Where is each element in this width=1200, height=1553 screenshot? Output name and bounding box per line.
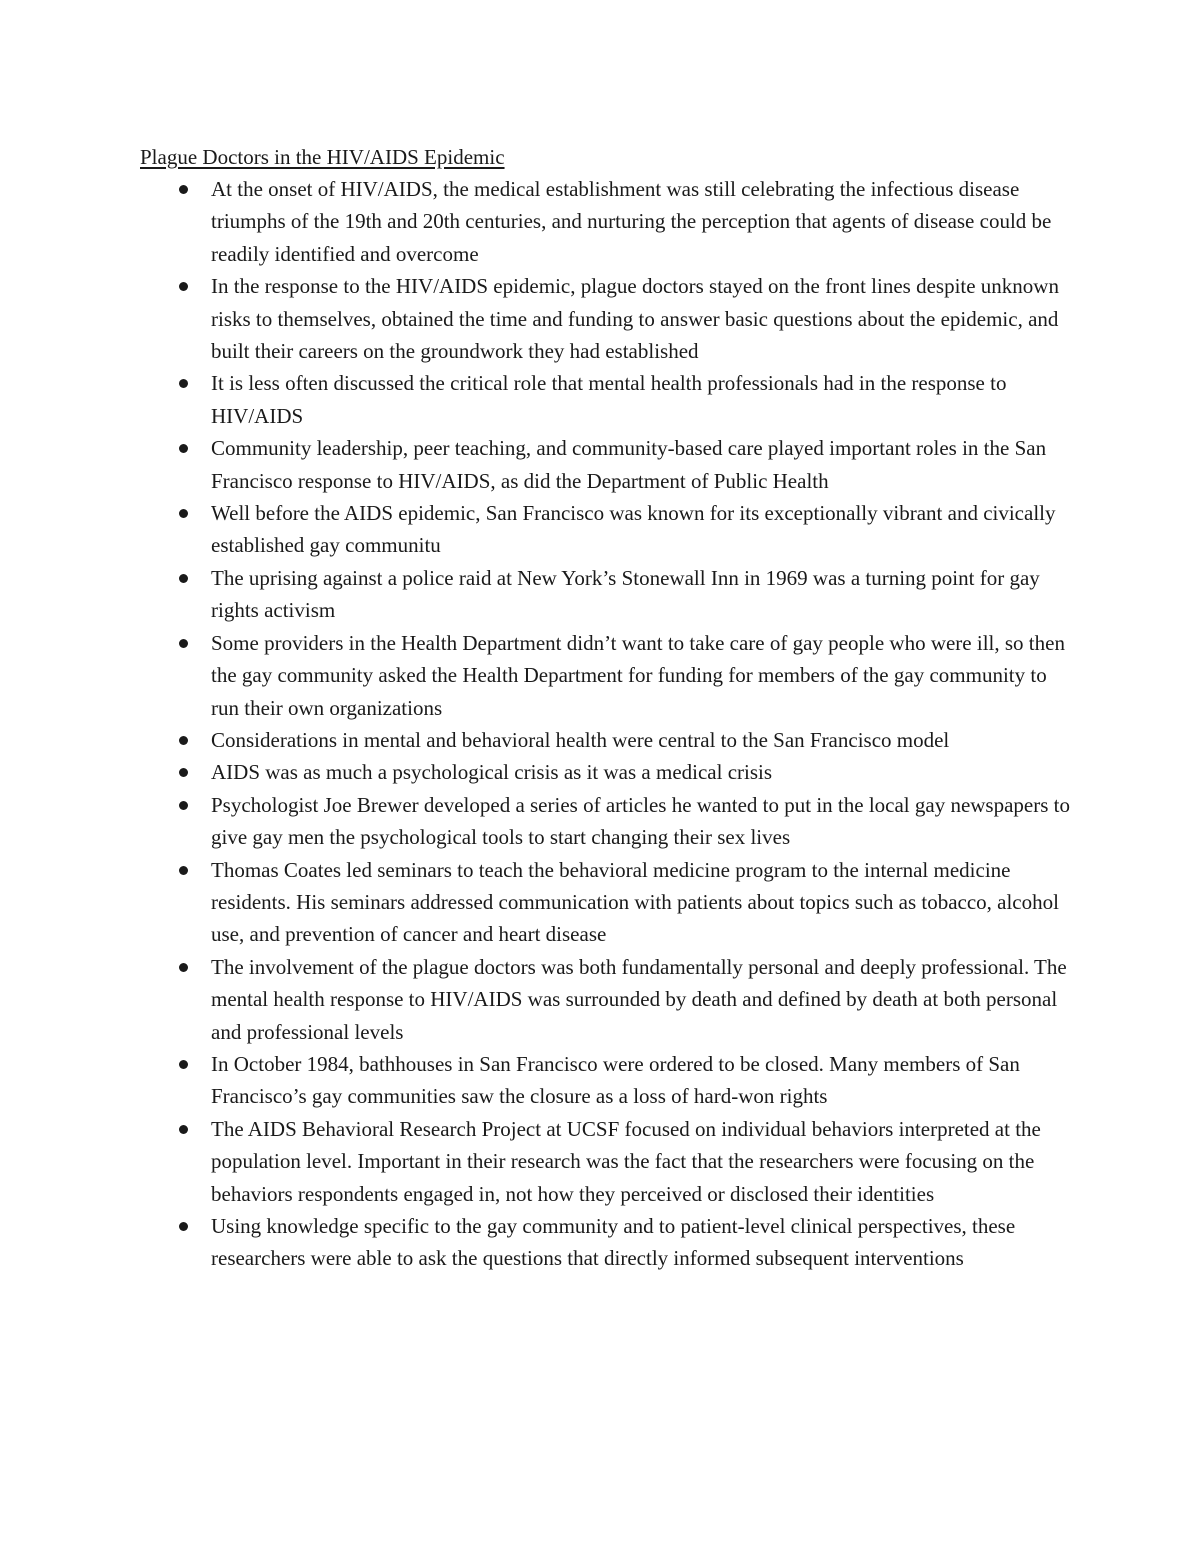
bullet-dot-icon — [179, 379, 188, 388]
bullet-text: AIDS was as much a psychological crisis as it was a medical crisis — [211, 760, 773, 785]
bullet-dot-icon — [179, 768, 188, 777]
bullet-item — [140, 756, 1070, 788]
bullet-dot-icon — [179, 444, 188, 453]
bullet-dot-icon — [179, 1222, 188, 1231]
bullet-dot-icon — [179, 736, 188, 745]
bullet-text: At the onset of HIV/AIDS, the medical establishment was still celebrating the infectious disease triumphs of the 19th and 20th centuries, and nurturing the perception that agents of disease could be readily identified and overcome — [211, 177, 1052, 266]
document-title: Plague Doctors in the HIV/AIDS Epidemic — [140, 145, 505, 169]
bullet-text: Some providers in the Health Department didn’t want to take care of gay people who were ill, so then the gay community asked the Health Department for funding for members of the gay community to run their own organizations — [211, 630, 1065, 720]
bullet-text: It is less often discussed the critical role that mental health professionals had in the response to HIV/AIDS — [211, 371, 1007, 428]
bullet-item — [140, 173, 1070, 270]
bullet-text: Using knowledge specific to the gay community and to patient-level clinical perspectives, these researchers were able to ask the questions that directly informed subsequent interventions — [211, 1214, 1016, 1271]
bullet-text: In the response to the HIV/AIDS epidemic, plague doctors stayed on the front lines despite unknown risks to themselves, obtained the time and funding to answer basic questions about the epidemic, and built their careers on the groundwork they had established — [211, 274, 1059, 364]
bullet-item — [140, 724, 1070, 756]
bullet-dot-icon — [179, 866, 188, 875]
document-page — [140, 141, 1070, 1275]
bullet-text: The involvement of the plague doctors was both fundamentally personal and deeply professional. The mental health response to HIV/AIDS was surrounded by death and defined by death at both personal and professional levels — [211, 954, 1067, 1044]
bullet-item — [140, 1113, 1070, 1210]
bullet-text: Well before the AIDS epidemic, San Francisco was known for its exceptionally vibrant and civically established gay communitu — [211, 501, 1056, 558]
bullet-item — [140, 270, 1070, 367]
bullet-text: The uprising against a police raid at New York’s Stonewall Inn in 1969 was a turning point for gay rights activism — [211, 565, 1040, 623]
bullet-text: Thomas Coates led seminars to teach the behavioral medicine program to the internal medicine residents. His seminars addressed communication with patients about topics such as tobacco, alcohol use, and prevention of cancer and heart disease — [211, 857, 1059, 947]
bullet-text: Psychologist Joe Brewer developed a series of articles he wanted to put in the local gay newspapers to give gay men the psychological tools to start changing their sex lives — [211, 792, 1071, 850]
bullet-dot-icon — [179, 639, 188, 648]
bullet-item — [140, 1048, 1070, 1113]
bullet-item — [140, 432, 1070, 497]
bullet-item — [140, 789, 1070, 854]
bullet-item — [140, 627, 1070, 724]
bullet-item — [140, 951, 1070, 1048]
bullet-text: Community leadership, peer teaching, and community-based care played important roles in the San Francisco response to HIV/AIDS, as did the Department of Public Health — [211, 436, 1047, 493]
bullet-dot-icon — [179, 1060, 188, 1069]
bullet-item — [140, 854, 1070, 951]
bullet-text: Considerations in mental and behavioral health were central to the San Francisco model — [211, 727, 950, 752]
bullet-text: In October 1984, bathhouses in San Francisco were ordered to be closed. Many members of San Francisco’s gay communities saw the closure as a loss of hard-won rights — [211, 1051, 1020, 1109]
bullet-item — [140, 497, 1070, 562]
bullet-item — [140, 1210, 1070, 1275]
bullet-dot-icon — [179, 509, 188, 518]
bullet-text: The AIDS Behavioral Research Project at UCSF focused on individual behaviors interpreted at the population level. Important in their research was the fact that the researchers were focusing on the behaviors respondents engaged in, not how they perceived or disclosed their identities — [211, 1116, 1041, 1206]
bullet-item — [140, 562, 1070, 627]
bullet-dot-icon — [179, 963, 188, 972]
bullet-dot-icon — [179, 1125, 188, 1134]
bullet-dot-icon — [179, 282, 188, 291]
bullet-dot-icon — [179, 801, 188, 810]
bullet-dot-icon — [179, 185, 188, 194]
bullet-dot-icon — [179, 574, 188, 583]
bullet-list — [140, 173, 1070, 1275]
bullet-item — [140, 367, 1070, 432]
